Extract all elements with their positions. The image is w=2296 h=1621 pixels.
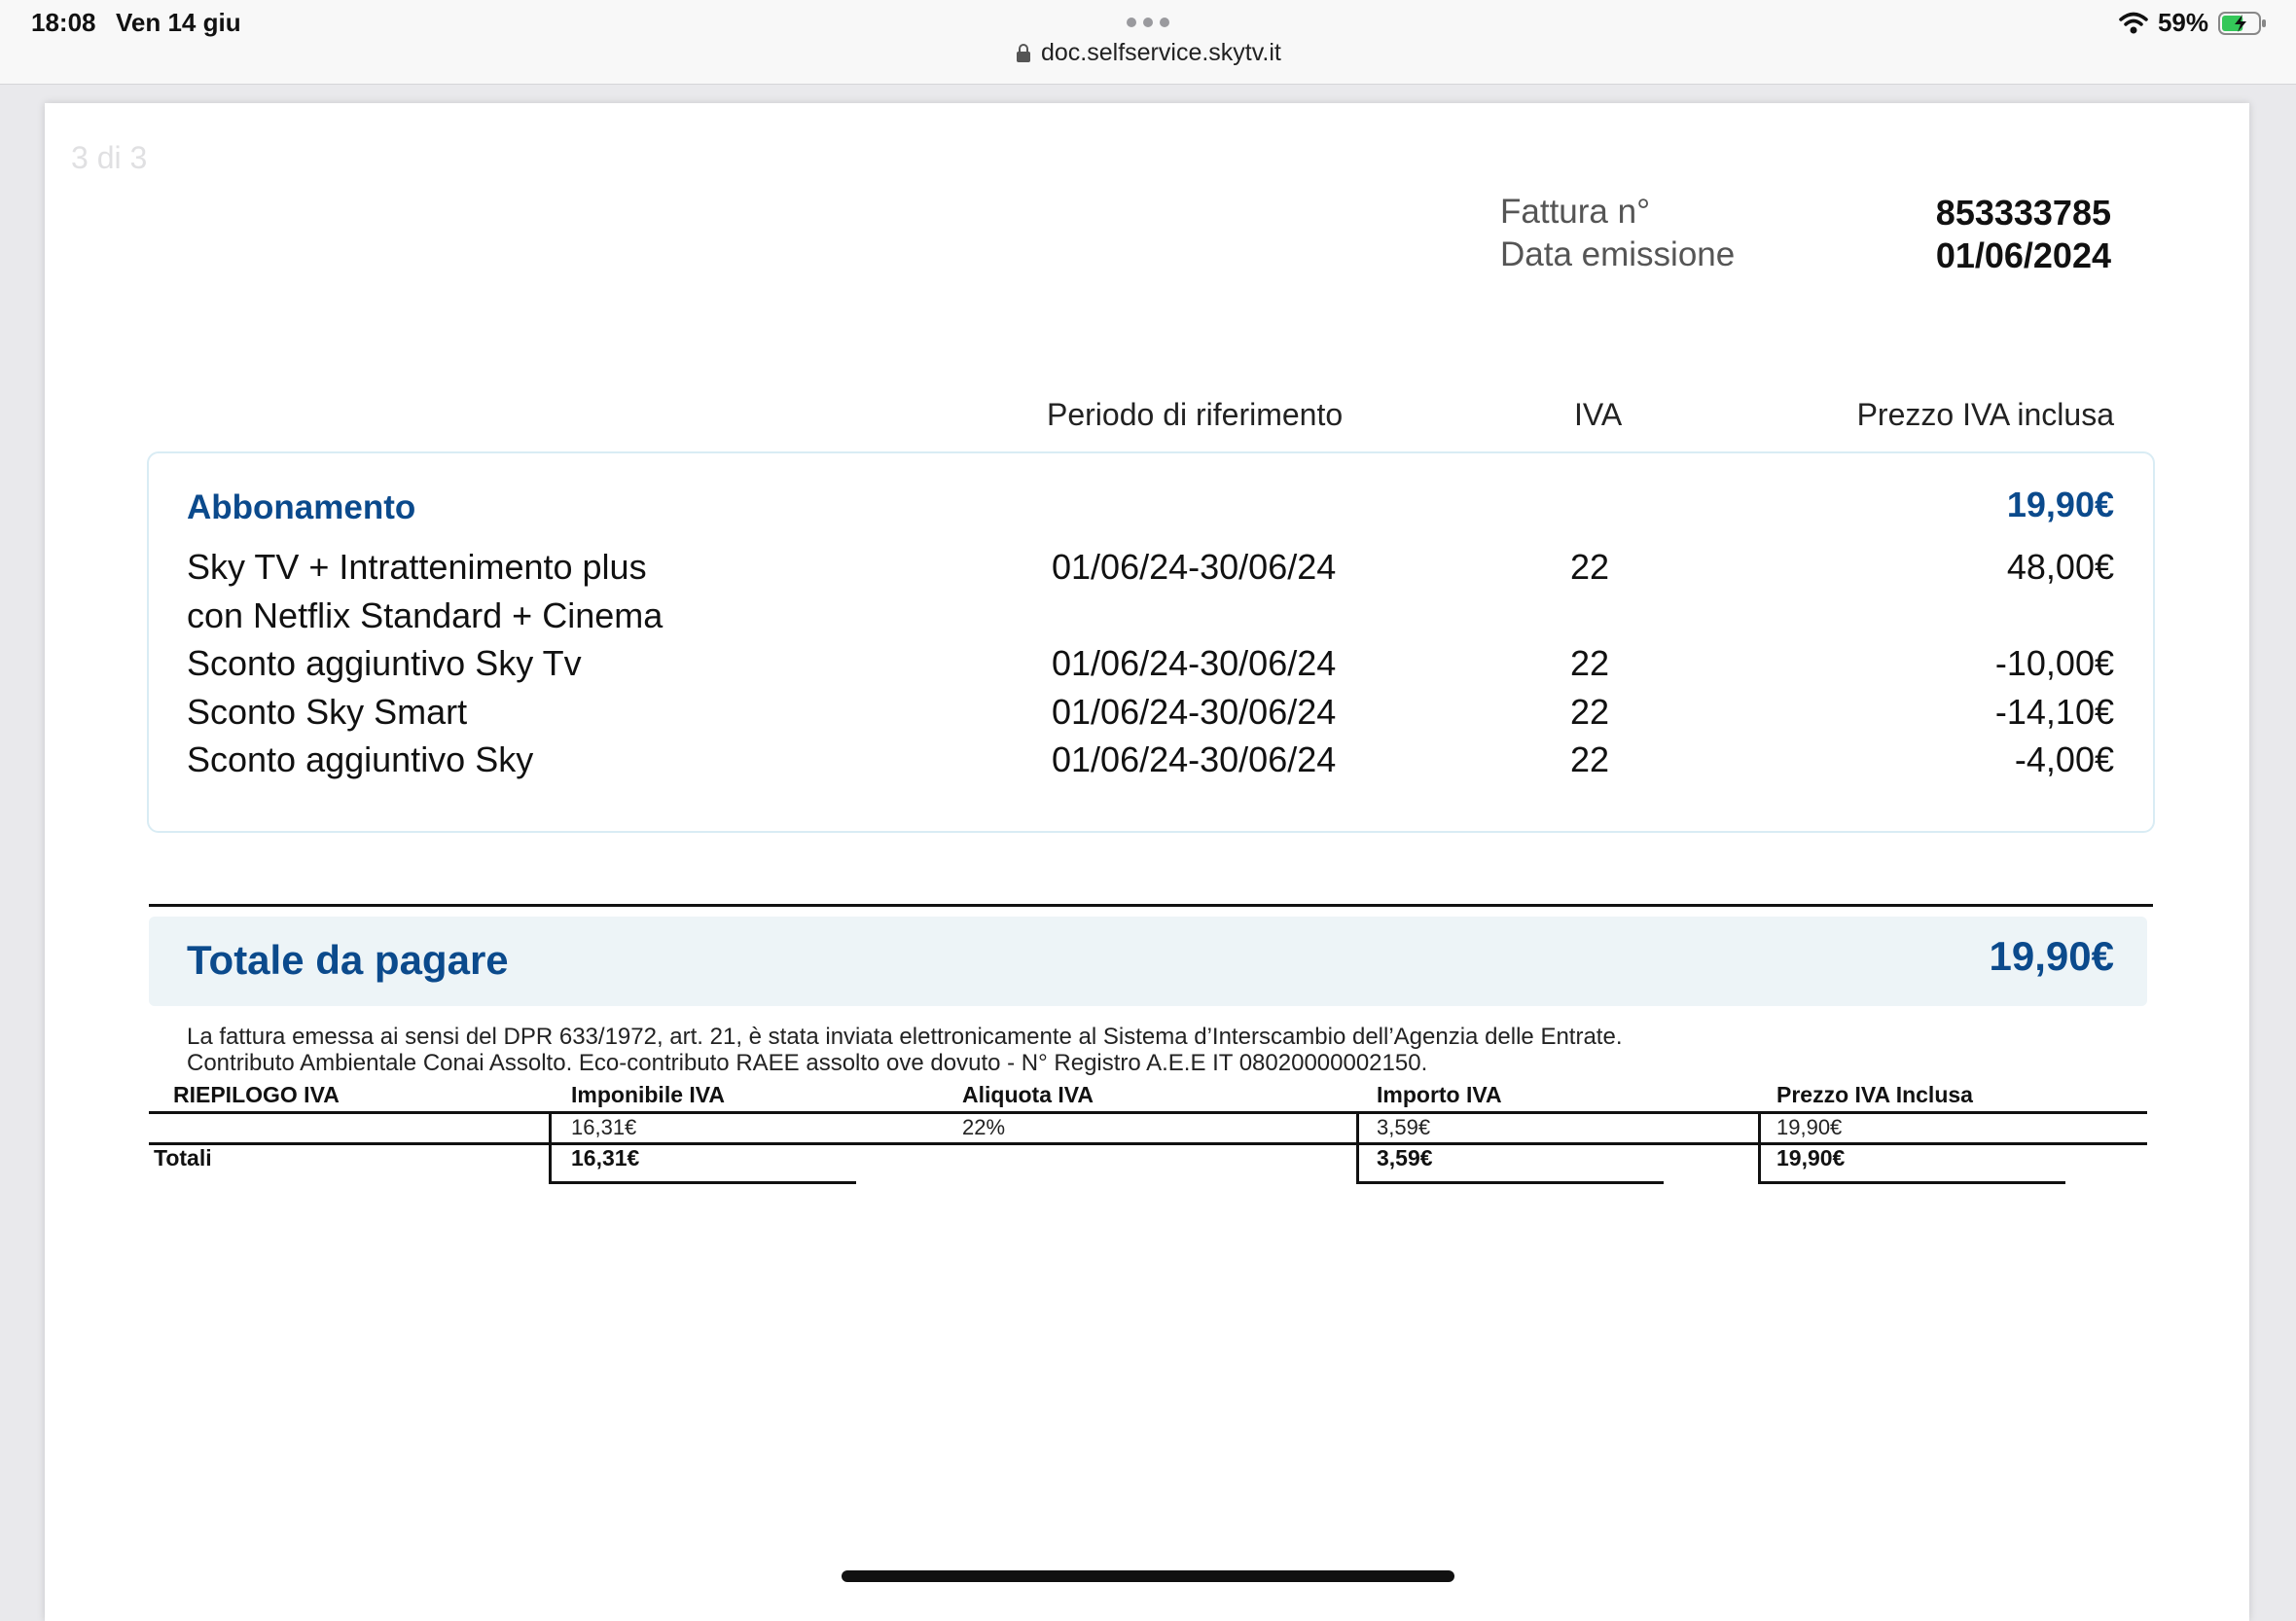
battery-charging-icon	[2218, 11, 2267, 36]
vat-totals-price: 19,90€	[1776, 1145, 1846, 1171]
vat-header-total-price: Prezzo IVA Inclusa	[1776, 1082, 1973, 1107]
section-title: Abbonamento	[187, 488, 416, 526]
invoice-number: 853333785	[1935, 193, 2111, 233]
table-rule	[1356, 1111, 1359, 1184]
vat-summary-title: RIEPILOGO IVA	[173, 1082, 340, 1107]
status-date: Ven 14 giu	[116, 8, 241, 37]
battery-percent: 59%	[2157, 8, 2208, 37]
item-description: Sconto aggiuntivo Sky	[187, 739, 534, 779]
address-bar[interactable]	[1016, 39, 1281, 67]
table-rule	[149, 1142, 2147, 1145]
status-time: 18:08	[31, 8, 96, 37]
item-price: 48,00€	[2006, 547, 2114, 587]
item-vat: 22	[1570, 692, 1610, 732]
item-price: -14,10€	[1994, 692, 2114, 732]
browser-top-bar	[0, 0, 2296, 85]
invoice-page	[45, 103, 2249, 1621]
line-item	[45, 692, 2249, 738]
issue-date-label: Data emissione	[1500, 235, 1736, 273]
line-item	[45, 739, 2249, 786]
vat-total-price: 19,90€	[1776, 1115, 1843, 1139]
column-header-price: Prezzo IVA inclusa	[1856, 397, 2114, 432]
legal-note: Contributo Ambientale Conai Assolto. Eco-contributo RAEE assolto ove dovuto - N° Registro A.E.E IT 08020000002150.	[187, 1050, 1428, 1076]
legal-note: La fattura emessa ai sensi del DPR 633/1972, art. 21, è stata inviata elettronicamente al Sistema d’Interscambio dell’Agenzia delle Entrate.	[187, 1024, 1623, 1050]
item-price: -4,00€	[2014, 739, 2114, 779]
line-item	[45, 595, 2249, 642]
table-rule	[549, 1111, 552, 1184]
table-rule	[1356, 1181, 1664, 1184]
item-description: Sconto aggiuntivo Sky Tv	[187, 643, 582, 683]
vat-header-amount: Importo IVA	[1377, 1082, 1502, 1107]
wifi-icon	[2119, 12, 2148, 35]
table-rule	[1758, 1181, 2065, 1184]
vat-totals-taxable: 16,31€	[571, 1145, 640, 1171]
vat-header-rate: Aliquota IVA	[962, 1082, 1094, 1107]
status-indicators	[2119, 8, 2267, 38]
vat-totals-amount: 3,59€	[1377, 1145, 1433, 1171]
item-period: 01/06/24-30/06/24	[1052, 547, 1337, 587]
item-description: con Netflix Standard + Cinema	[187, 595, 664, 635]
table-rule	[549, 1181, 856, 1184]
vat-taxable: 16,31€	[571, 1115, 637, 1139]
item-period: 01/06/24-30/06/24	[1052, 692, 1337, 732]
invoice-number-label: Fattura n°	[1500, 193, 1651, 231]
column-header-vat: IVA	[1574, 397, 1623, 432]
vat-header-taxable: Imponibile IVA	[571, 1082, 726, 1107]
vat-totals-label: Totali	[154, 1145, 212, 1171]
item-vat: 22	[1570, 739, 1610, 779]
item-vat: 22	[1570, 547, 1610, 587]
line-item	[45, 643, 2249, 690]
total-label: Totale da pagare	[187, 937, 509, 983]
vat-amount: 3,59€	[1377, 1115, 1431, 1139]
page-indicator: 3 di 3	[71, 140, 148, 175]
vat-rate: 22%	[962, 1115, 1006, 1139]
line-item	[45, 547, 2249, 594]
item-vat: 22	[1570, 643, 1610, 683]
item-description: Sconto Sky Smart	[187, 692, 468, 732]
home-indicator[interactable]	[842, 1570, 1454, 1582]
table-rule	[1758, 1111, 1761, 1184]
section-total: 19,90€	[2006, 485, 2114, 524]
divider	[149, 904, 2153, 907]
lock-icon	[1016, 44, 1031, 63]
item-price: -10,00€	[1994, 643, 2114, 683]
url-text: doc.selfservice.skytv.it	[1041, 39, 1281, 66]
issue-date: 01/06/2024	[1935, 235, 2111, 275]
multitasking-dots-icon[interactable]	[1127, 18, 1169, 27]
item-description: Sky TV + Intrattenimento plus	[187, 547, 647, 587]
item-period: 01/06/24-30/06/24	[1052, 643, 1337, 683]
total-amount: 19,90€	[1989, 933, 2114, 979]
table-rule	[149, 1111, 2147, 1114]
column-header-period: Periodo di riferimento	[1047, 397, 1344, 432]
item-period: 01/06/24-30/06/24	[1052, 739, 1337, 779]
